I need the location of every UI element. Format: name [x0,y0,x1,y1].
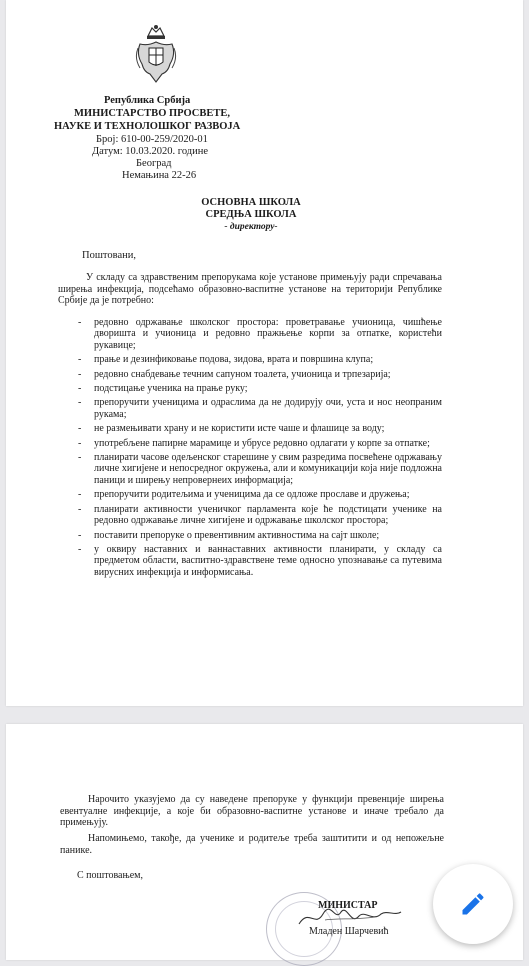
list-item: - поставити препоруке о превентивним активностима на сајт школе; [80,530,442,541]
header-country: Република Србија [104,95,191,106]
list-item: - употребљене папирне марамице и убрусе редовно одлагати у корпе за отпатке; [80,438,442,449]
recommendation-list [80,317,442,581]
intro-paragraph: У складу са здравственим препорукама које установе примењују ради спречавања ширења инфекција, подсећамо образовно-васпитне установе на територији Републике Србије да је потребно: [58,272,442,307]
list-item: - у оквиру наставних и ваннаставних активности планирати, у складу са предметом области, васпитно-здравствене теме односно упознавање са путевима вирусних инфекција и информисања. [80,544,442,578]
header-street: Немањина 22-26 [122,170,197,181]
pencil-icon [459,890,487,918]
addressee-line2: СРЕДЊА ШКОЛА [205,209,297,220]
edit-button[interactable] [433,864,513,944]
addressee-line3: - директору- [224,222,278,232]
list-item: - не размењивати храну и не користити исте чаше и флашице за воду; [80,423,442,434]
paragraph-3: Напомињемо, такође, да ученике и родитеље треба заштитити и од непожељне панике. [60,833,444,856]
list-item: - планирати активности ученичког парламента које ће подстицати ученике на редовно одржавање личне хигијене и одржавање школског простора; [80,504,442,527]
header-city: Београд [136,158,172,169]
list-item: - редовно снабдевање течним сапуном тоалета, учионица и трпезарија; [80,369,442,380]
paragraph-2: Нарочито указујемо да су наведене препоруке у функцији превенције ширења евентуалне инфекције, а које би образовно-васпитне установе и иначе требало да примењују. [60,794,444,829]
list-item: - препоручити родитељима и ученицима да се одложе прославе и дружења; [80,489,442,500]
header-date: Датум: 10.03.2020. године [92,146,209,157]
header-ministry-line2: НАУКЕ И ТЕХНОЛОШКОГ РАЗВОЈА [54,121,241,132]
list-item: - планирати часове одељенског старешине у свим разредима посвећене одржавању личне хигијене и непосредног окружења, али и комуникацији која није подложна паници и ширењу непровернеих информација; [80,452,442,486]
greeting: Поштовани, [82,250,136,261]
list-item: - препоручити ученицима и одраслима да не додирују очи, уста и нос неопраним рукама; [80,397,442,420]
addressee [186,197,316,233]
list-item: - прање и дезинфиковање подова, зидова, врата и површина клупа; [80,354,442,365]
header-number: Број: 610-00-259/2020-01 [96,134,208,145]
header-ministry-line1: МИНИСТАРСТВО ПРОСВЕТЕ, [74,108,231,119]
coat-of-arms-icon [134,24,178,86]
addressee-line1: ОСНОВНА ШКОЛА [201,197,301,208]
signatory-title: МИНИСТАР [318,900,378,911]
list-item: - подстицање ученика на прање руку; [80,383,442,394]
list-item: - редовно одржавање школског простора: проветравање учионица, чишћење дворишта и учионица и редовно пражњење корпи за отпатке, користећи рукавице; [80,317,442,351]
signatory-name: Младен Шарчевић [309,926,389,937]
closing: С поштовањем, [77,870,143,881]
